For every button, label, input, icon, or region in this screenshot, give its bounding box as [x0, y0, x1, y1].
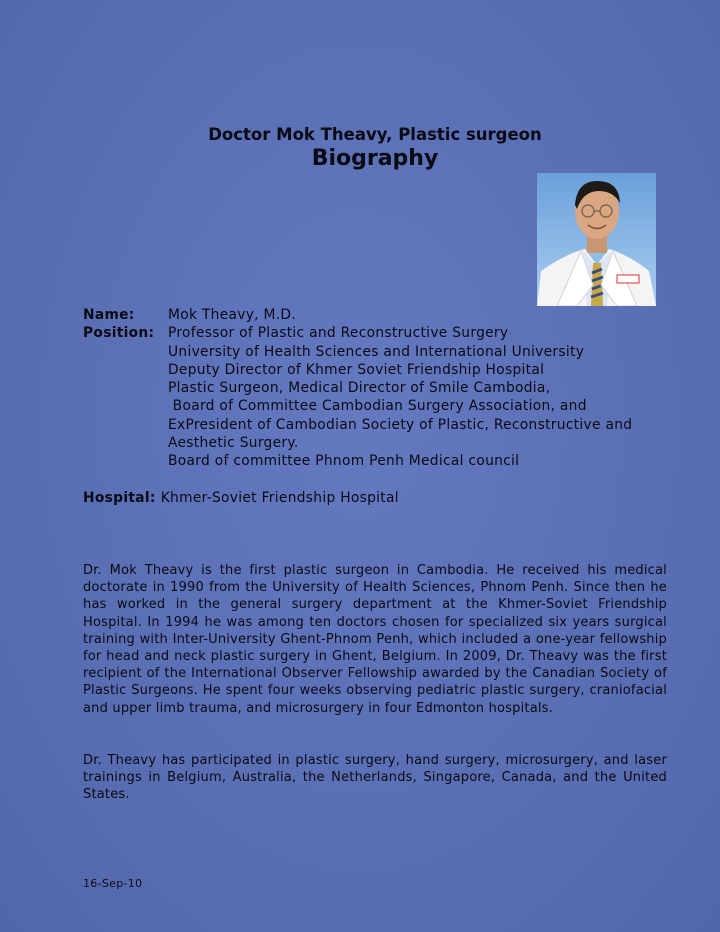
- profile-info: [83, 306, 683, 507]
- name-row: [83, 306, 683, 324]
- position-item: ExPresident of Cambodian Society of Plastic, Reconstructive and: [168, 416, 633, 433]
- position-row: [83, 324, 683, 470]
- doctor-portrait: [537, 173, 656, 306]
- footer-date: 16-Sep-10: [83, 877, 143, 890]
- biography-paragraph-1: Dr. Mok Theavy is the first plastic surgeon in Cambodia. He received his medical doctorate in 1990 from the University of Health Sciences, Phnom Penh. Since then he has worked in the general surgery department at the Khmer-Soviet Friendship Hospital. In 1994 he was among ten doctors chosen for specialized six years surgical training with Inter-University Ghent-Phnom Penh, which included a one-year fellowship for head and neck plastic surgery in Ghent, Belgium. In 2009, Dr. Theavy was the first recipient of the International Observer Fellowship awarded by the Canadian Society of Plastic Surgeons. He spent four weeks observing pediatric plastic surgery, craniofacial and upper limb trauma, and microsurgery in four Edmonton hospitals.: [83, 563, 667, 716]
- hospital-row: [83, 489, 683, 507]
- position-item: Board of Committee Cambodian Surgery Association, and: [168, 398, 587, 415]
- position-item: Professor of Plastic and Reconstructive Surgery: [168, 325, 509, 342]
- page-subtitle: Doctor Mok Theavy, Plastic surgeon: [208, 125, 542, 144]
- hospital-value: Khmer-Soviet Friendship Hospital: [160, 489, 399, 506]
- name-value: Mok Theavy, M.D.: [168, 307, 297, 323]
- position-item: Plastic Surgeon, Medical Director of Smile Cambodia,: [168, 380, 551, 397]
- name-label: Name:: [83, 307, 135, 323]
- position-item: University of Health Sciences and International University: [168, 343, 585, 360]
- page-title: Biography: [311, 146, 439, 171]
- position-label: Position:: [83, 325, 155, 342]
- position-item: Deputy Director of Khmer Soviet Friendship Hospital: [168, 361, 545, 378]
- hospital-label: Hospital:: [83, 489, 156, 506]
- portrait-illustration: [537, 173, 656, 306]
- biography-paragraph-2: Dr. Theavy has participated in plastic surgery, hand surgery, microsurgery, and laser trainings in Belgium, Australia, the Netherlands, Singapore, Canada, and the United States.: [83, 753, 667, 803]
- position-list: [168, 324, 683, 470]
- position-item: Board of committee Phnom Penh Medical council: [168, 453, 520, 470]
- position-item: Aesthetic Surgery.: [168, 435, 299, 452]
